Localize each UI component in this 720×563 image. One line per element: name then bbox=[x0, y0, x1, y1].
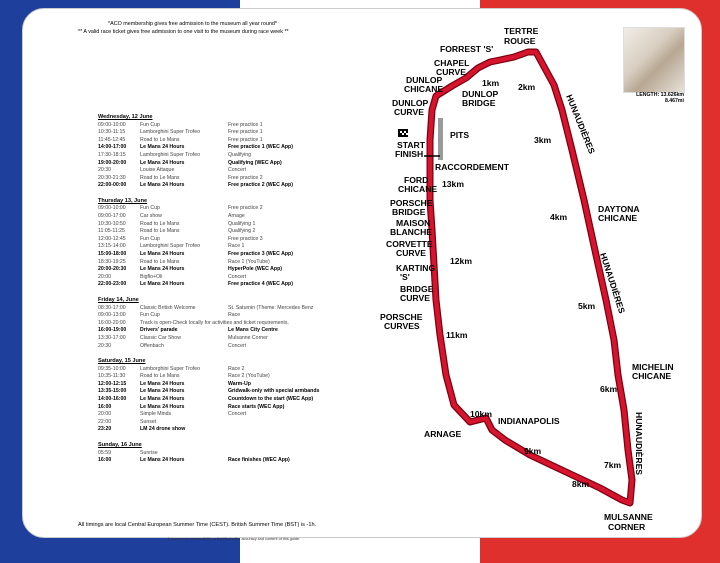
row-detail: Qualifying 1 bbox=[228, 220, 256, 227]
row-time: 10:35-11:30 bbox=[98, 373, 126, 380]
row-event: LM 24 drone show bbox=[140, 426, 186, 433]
row-time: 11:05-11:25 bbox=[98, 228, 125, 235]
row-time: 10:30-11:15 bbox=[98, 129, 126, 136]
row-event: Le Mans 24 Hours bbox=[140, 266, 185, 273]
label-tertre: TERTRE bbox=[504, 26, 539, 36]
row-time: 09:00-13:00 bbox=[98, 312, 126, 319]
label-pits: PITS bbox=[450, 130, 470, 140]
row-event: Car show bbox=[140, 213, 162, 219]
row-time: 17:30-18:15 bbox=[98, 151, 126, 158]
row-event: Lamborghini Super Trofeo bbox=[140, 151, 200, 158]
label-dunlop-curve-2: CURVE bbox=[394, 107, 424, 117]
label-mulsanne-corner: CORNER bbox=[608, 522, 646, 532]
row-time: 14:00-16:00 bbox=[98, 396, 127, 402]
label-hunaudieres-1: HUNAUDIÈRES bbox=[564, 93, 598, 156]
row-time: 16:00-20:00 bbox=[98, 319, 126, 326]
label-mulsanne: MULSANNE bbox=[604, 512, 653, 522]
row-detail: Free practice 1 bbox=[228, 121, 263, 128]
km-4: 4km bbox=[550, 212, 568, 222]
km-8: 8km bbox=[572, 479, 590, 489]
row-event: Sunset bbox=[140, 418, 157, 425]
row-time: 09:00-17:00 bbox=[98, 213, 126, 219]
row-detail: Free practice 2 bbox=[228, 174, 263, 181]
row-detail: Race finishes (WEC App) bbox=[228, 457, 290, 464]
row-event: Drivers' parade bbox=[140, 327, 178, 334]
row-event: Offenbach bbox=[140, 342, 164, 349]
km-2: 2km bbox=[518, 82, 536, 92]
label-dunlop-bridge: DUNLOP bbox=[462, 89, 499, 99]
label-porsche-bridge-2: BRIDGE bbox=[392, 207, 426, 217]
row-event: Le Mans 24 Hours bbox=[140, 144, 185, 151]
row-detail: Race starts (WEC App) bbox=[228, 403, 285, 410]
label-bridge-curve: CURVE bbox=[400, 293, 430, 303]
row-detail: St. Saturnin (Theme: Mercedes Benz bbox=[228, 304, 314, 311]
km-10: 10km bbox=[470, 409, 492, 419]
row-detail: Mulsanne Corner bbox=[228, 334, 268, 341]
row-event: Le Mans 24 Hours bbox=[140, 182, 185, 189]
day-heading: Saturday, 15 June bbox=[98, 358, 146, 365]
label-hunaudieres-3: HUNAUDIÈRES bbox=[634, 412, 644, 476]
label-porsche-curves: PORSCHE bbox=[380, 312, 423, 322]
day-heading: Wednesday, 12 June bbox=[98, 114, 153, 120]
row-time: 05:59 bbox=[98, 449, 111, 456]
row-detail: Qualifying 2 bbox=[228, 228, 256, 235]
row-event: Fun Cup bbox=[140, 121, 160, 128]
row-detail: Free practice 1 (WEC App) bbox=[228, 144, 293, 151]
row-time: 22:00 bbox=[98, 418, 111, 425]
label-corvette: CORVETTE bbox=[386, 239, 433, 249]
label-corvette-curve: CURVE bbox=[396, 248, 426, 258]
row-detail: Qualifying bbox=[228, 151, 252, 158]
row-time: 18:30-19:25 bbox=[98, 258, 126, 265]
row-detail: Concert bbox=[228, 411, 247, 418]
km-13: 13km bbox=[442, 179, 464, 189]
row-time: 14:00-17:00 bbox=[98, 144, 127, 151]
row-time: 13:30-17:00 bbox=[98, 334, 126, 341]
row-time: 13:15-14:00 bbox=[98, 243, 126, 250]
day-heading: Sunday, 16 June bbox=[98, 442, 142, 448]
row-event: Sunrise bbox=[140, 449, 158, 456]
row-detail: Race 1 bbox=[228, 243, 245, 250]
km-11: 11km bbox=[446, 330, 468, 340]
row-time: 20:00 bbox=[98, 273, 111, 280]
row-event: Le Mans 24 Hours bbox=[140, 403, 185, 410]
row-time: 20:30-21:30 bbox=[98, 174, 126, 181]
row-time: 16:00 bbox=[98, 403, 112, 410]
label-maison: MAISON bbox=[396, 218, 431, 228]
label-dunlop-bridge-2: BRIDGE bbox=[462, 98, 496, 108]
row-time: 16:00-19:00 bbox=[98, 327, 127, 334]
km-6: 6km bbox=[600, 384, 618, 394]
label-chapel-curve: CURVE bbox=[436, 67, 466, 77]
row-detail: Race bbox=[228, 312, 241, 319]
row-event: Le Mans 24 Hours bbox=[140, 396, 185, 402]
timing-note: All timings are local Central European Summer Time (CEST). British Summer Time (BST) is -1h. bbox=[78, 522, 317, 528]
row-event: Le Mans 24 Hours bbox=[140, 380, 185, 387]
label-michelin-chicane: CHICANE bbox=[632, 371, 672, 381]
row-time: 15:00-18:00 bbox=[98, 251, 127, 257]
label-ford-chicane: CHICANE bbox=[398, 184, 438, 194]
label-dunlop-chicane-2: CHICANE bbox=[404, 84, 444, 94]
row-detail: Free practice 1 bbox=[228, 136, 263, 143]
pit-lane bbox=[438, 118, 443, 160]
row-event: Fun Cup bbox=[140, 205, 160, 212]
row-time: 20:00 bbox=[98, 411, 111, 418]
label-karting-s: 'S' bbox=[400, 272, 410, 282]
row-detail: Warm-Up bbox=[228, 380, 251, 387]
row-detail: Concert bbox=[228, 273, 247, 280]
row-event: Track is open-Check locally for activities and ticket requirements. bbox=[140, 319, 289, 326]
row-detail: Race 2 (YouTube) bbox=[228, 373, 270, 380]
row-time: 12:00-12:45 bbox=[98, 235, 126, 242]
row-time: 09:00-10:00 bbox=[98, 121, 126, 128]
row-time: 11:45-12:45 bbox=[98, 136, 126, 143]
row-event: Le Mans 24 Hours bbox=[140, 159, 185, 166]
row-time: 22:00-00:00 bbox=[98, 182, 127, 189]
row-detail: HyperPole (WEC App) bbox=[228, 266, 282, 273]
row-event: Road to Le Mans bbox=[140, 136, 180, 143]
label-dunlop-chicane: DUNLOP bbox=[406, 75, 443, 85]
row-time: 16:00 bbox=[98, 457, 112, 464]
row-event: Le Mans 24 Hours bbox=[140, 388, 185, 395]
track-length: LENGTH: 13.626km 8.467mi bbox=[636, 92, 684, 104]
row-time: 13:35-15:00 bbox=[98, 388, 127, 395]
row-detail: Concert bbox=[228, 167, 247, 174]
row-event: Road to Le Mans bbox=[140, 258, 180, 265]
label-daytona-chicane: CHICANE bbox=[598, 213, 638, 223]
row-detail: Free practice 3 bbox=[228, 235, 263, 242]
disclaimer: I assume no responsibility or liability for the accuracy and content of this guide. bbox=[168, 537, 301, 541]
row-time: 23:20 bbox=[98, 426, 112, 433]
row-event: Fun Cup bbox=[140, 235, 160, 242]
label-hunaudieres-2: HUNAUDIÈRES bbox=[598, 251, 628, 315]
row-time: 19:00-20:00 bbox=[98, 159, 127, 166]
label-porsche-bridge: PORSCHE bbox=[390, 198, 433, 208]
label-bridge: BRIDGE bbox=[400, 284, 434, 294]
row-event: Simple Minds bbox=[140, 411, 172, 418]
row-detail: Gridwalk-only with special armbands bbox=[228, 388, 320, 395]
row-detail: Le Mans City Centre bbox=[228, 327, 278, 334]
row-time: 10:30-10:50 bbox=[98, 220, 126, 227]
km-9: 9km bbox=[524, 446, 542, 456]
row-time: 09:35-10:00 bbox=[98, 365, 126, 372]
row-event: Road to Le Mans bbox=[140, 228, 180, 235]
label-raccordement: RACCORDEMENT bbox=[435, 162, 509, 172]
label-indianapolis: INDIANAPOLIS bbox=[498, 416, 560, 426]
label-dunlop-curve: DUNLOP bbox=[392, 98, 429, 108]
row-event: Le Mans 24 Hours bbox=[140, 457, 185, 464]
row-event: Fun Cup bbox=[140, 312, 160, 319]
row-event: Road to Le Mans bbox=[140, 373, 180, 380]
km-12: 12km bbox=[450, 256, 472, 266]
label-ford: FORD bbox=[404, 175, 429, 185]
chequered-flag-icon bbox=[398, 129, 408, 137]
row-detail: Free practice 3 (WEC App) bbox=[228, 251, 293, 257]
row-event: Lamborghini Super Trofeo bbox=[140, 129, 200, 136]
row-event: Louise Attaque bbox=[140, 167, 175, 174]
label-chapel: CHAPEL bbox=[434, 58, 470, 68]
row-time: 22:00-23:00 bbox=[98, 281, 127, 288]
row-time: 08:30-17:00 bbox=[98, 304, 126, 311]
label-daytona: DAYTONA bbox=[598, 204, 640, 214]
row-event: Road to Le Mans bbox=[140, 220, 180, 227]
label-start: START bbox=[397, 140, 426, 150]
row-event: Road to Le Mans bbox=[140, 174, 180, 181]
row-time: 12:00-12:15 bbox=[98, 380, 127, 387]
label-porsche-curves-2: CURVES bbox=[384, 321, 420, 331]
row-detail: Free practice 4 (WEC App) bbox=[228, 281, 293, 288]
row-time: 20:30 bbox=[98, 167, 111, 174]
ticket-note: ** A valid race ticket gives free admission to one visit to the museum during race week ** bbox=[78, 29, 289, 35]
row-detail: Free practice 2 (WEC App) bbox=[228, 182, 293, 189]
row-event: Classic Car Show bbox=[140, 334, 181, 341]
km-5: 5km bbox=[578, 301, 596, 311]
row-detail: Concert bbox=[228, 342, 247, 349]
row-detail: Free practice 2 bbox=[228, 205, 263, 212]
label-michelin: MICHELIN bbox=[632, 362, 674, 372]
km-7: 7km bbox=[604, 460, 622, 470]
day-heading: Friday 14, June bbox=[98, 297, 139, 303]
day-heading: Thursday 13, June bbox=[98, 197, 148, 204]
row-event: Classic British Welcome bbox=[140, 304, 196, 311]
row-detail: Qualifying (WEC App) bbox=[228, 159, 282, 166]
row-detail: Arnage bbox=[228, 213, 245, 219]
km-3: 3km bbox=[534, 135, 552, 145]
label-rouge: ROUGE bbox=[504, 36, 536, 46]
row-detail: Free practice 1 bbox=[228, 129, 263, 136]
row-event: Lamborghini Super Trofeo bbox=[140, 365, 200, 372]
label-karting: KARTING bbox=[396, 263, 436, 273]
km-1: 1km bbox=[482, 78, 500, 88]
label-forrest: FORREST 'S' bbox=[440, 44, 494, 54]
row-detail: Race 1 (YouTube) bbox=[228, 258, 270, 265]
row-time: 20:30 bbox=[98, 342, 111, 349]
label-arnage: ARNAGE bbox=[424, 429, 462, 439]
row-event: Bigflo+Oli bbox=[140, 273, 163, 280]
row-time: 20:00-20:30 bbox=[98, 266, 127, 273]
aco-note: *ACO membership gives free admission to the museum all year round* bbox=[108, 21, 277, 27]
row-time: 09:00-10:00 bbox=[98, 205, 126, 212]
row-event: Le Mans 24 Hours bbox=[140, 251, 185, 257]
row-detail: Countdown to the start (WEC App) bbox=[228, 396, 314, 402]
row-event: Lamborghini Super Trofeo bbox=[140, 243, 200, 250]
label-maison-blanche: BLANCHE bbox=[390, 227, 433, 237]
label-finish: FINISH bbox=[395, 149, 424, 159]
row-detail: Race 2 bbox=[228, 365, 245, 372]
row-event: Le Mans 24 Hours bbox=[140, 281, 185, 288]
